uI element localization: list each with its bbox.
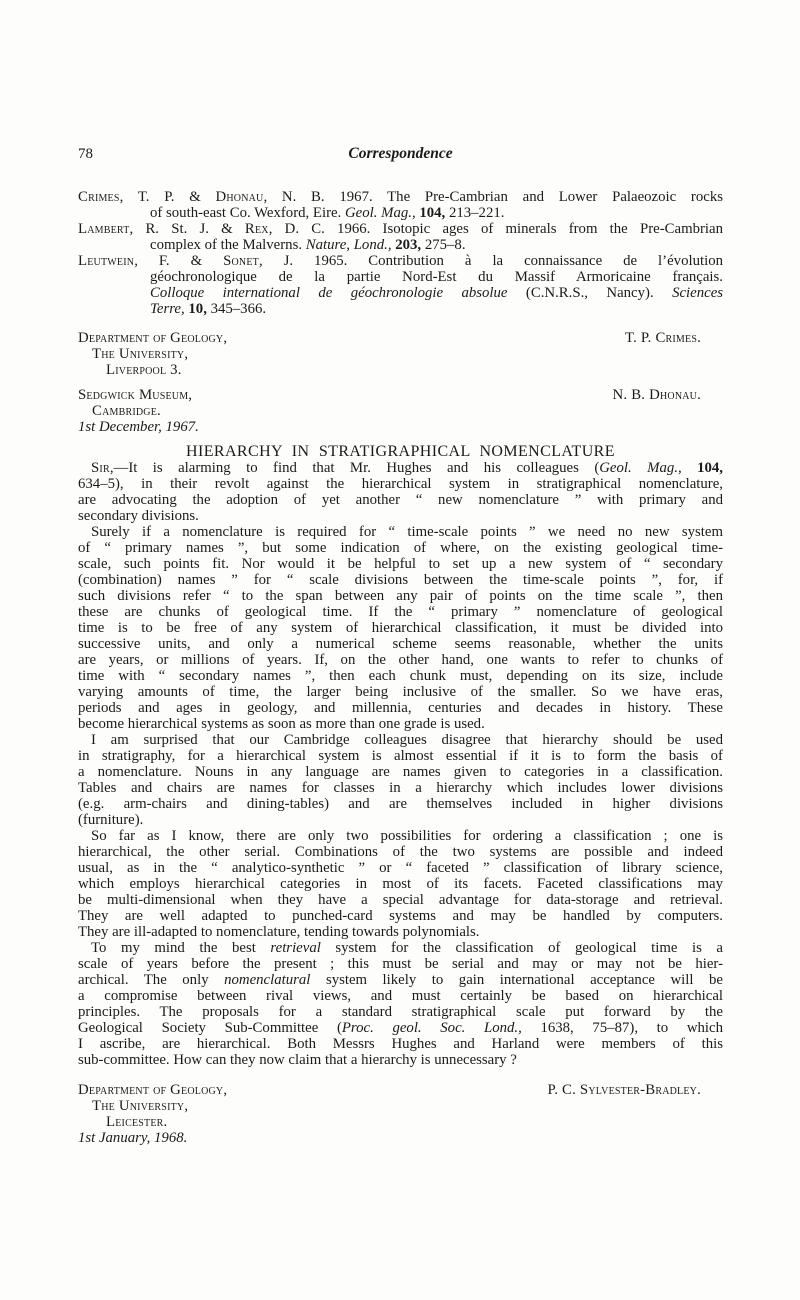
text-run: of “ primary names ”, but some indication of where, on the existing geological time- xyxy=(78,540,723,556)
letter-body xyxy=(78,460,723,1068)
text-line xyxy=(78,652,723,668)
text-run: Sedgwick Museum, xyxy=(78,387,193,403)
text-run: are years, or millions of years. If, on the other hand, one wants to refer to chunks of xyxy=(78,652,723,668)
text-run: , D. C. 1966. Isotopic ages of minerals from the Pre-Cambrian xyxy=(268,221,723,237)
text-run: The University, xyxy=(92,1098,189,1114)
text-run: Sir xyxy=(91,460,110,476)
text-run: 104, xyxy=(697,460,724,476)
text-run xyxy=(682,460,697,476)
text-run: (C.N.R.S., Nancy). xyxy=(507,285,673,301)
text-line xyxy=(78,924,723,940)
letter-body-block xyxy=(78,828,723,940)
text-run: , R. St. J. & xyxy=(129,221,245,237)
text-line xyxy=(78,892,723,908)
text-line xyxy=(78,237,723,253)
text-line xyxy=(78,764,723,780)
page-content xyxy=(78,146,723,1155)
text-run: , F. & xyxy=(134,253,224,269)
text-line xyxy=(78,205,723,221)
signoff-crimes xyxy=(78,330,723,378)
text-line xyxy=(78,908,723,924)
signoff-sylvester-bradley xyxy=(78,1082,723,1146)
letter-body-block xyxy=(78,524,723,732)
text-line xyxy=(78,668,723,684)
text-line xyxy=(78,684,723,700)
text-line xyxy=(78,796,723,812)
text-run: To my mind the best xyxy=(91,940,271,956)
running-title: Correspondence xyxy=(348,145,453,162)
text-line xyxy=(78,988,723,1004)
text-run: 213–221. xyxy=(445,205,505,221)
text-run: They are well adapted to punched-card systems and may be handled by computers. xyxy=(78,908,723,924)
text-line xyxy=(78,556,723,572)
text-line xyxy=(78,604,723,620)
text-run: Department of Geology, xyxy=(78,330,228,346)
text-line xyxy=(78,572,723,588)
text-run: principles. The proposals for a standard stratigraphical scale put forward by the xyxy=(78,1004,723,1020)
text-run: secondary divisions. xyxy=(78,508,199,524)
signature-name: N. B. Dhonau. xyxy=(612,387,701,403)
text-run: Dhonau xyxy=(215,189,264,205)
text-run: 1st December, 1967. xyxy=(78,419,199,435)
text-line xyxy=(78,716,723,732)
text-run: Leutwein xyxy=(78,253,135,269)
text-run: a nomenclature. Nouns in any language are names given to categories in a classification. xyxy=(78,764,723,780)
text-run: Lambert xyxy=(78,221,130,237)
text-line xyxy=(78,828,723,844)
text-run: system likely to gain international acceptance will be xyxy=(310,972,723,988)
text-line xyxy=(78,508,723,524)
text-run: Crimes xyxy=(78,189,120,205)
text-run: such divisions refer “ to the span between any pair of points on the time scale ”, then xyxy=(78,588,723,604)
text-line xyxy=(78,844,723,860)
text-line xyxy=(78,1004,723,1020)
text-line xyxy=(78,346,723,362)
letter-body-block xyxy=(78,460,723,524)
text-line xyxy=(78,301,723,317)
text-run: Leicester. xyxy=(106,1114,168,1130)
text-run: Proc. geol. Soc. Lond., xyxy=(341,1020,522,1036)
text-line xyxy=(78,1114,723,1130)
text-line xyxy=(78,732,723,748)
text-run: (combination) names ” for “ scale divisions between the time-scale points ”, for, if xyxy=(78,572,723,588)
text-line xyxy=(78,221,723,237)
text-run: (e.g. arm-chairs and dining-tables) and are themselves included in higher divisions xyxy=(78,796,723,812)
text-line xyxy=(78,588,723,604)
text-run: Liverpool 3. xyxy=(106,362,182,378)
text-run: , T. P. & xyxy=(119,189,216,205)
text-run: Terre, xyxy=(150,301,185,317)
text-run: , N. B. 1967. The Pre-Cambrian and Lower Palaeozoic rocks xyxy=(263,189,723,205)
text-run: So far as I know, there are only two possibilities for ordering a classification ; one is xyxy=(91,828,723,844)
text-line xyxy=(78,460,723,476)
text-line xyxy=(78,956,723,972)
letter-body-block xyxy=(78,940,723,1068)
text-run: a compromise between rival views, and must certainly be based on hierarchical xyxy=(78,988,723,1004)
text-run: Tables and chairs are names for classes in a hierarchy which includes lower divisions xyxy=(78,780,723,796)
text-run: be multi-dimensional when they have a special advantage for data-storage and retrieval. xyxy=(78,892,723,908)
text-run: in stratigraphy, for a hierarchical system is almost essential if it is to form the basis of xyxy=(78,748,723,764)
text-run: time with “ secondary names ”, then each chunk must, depending on its size, include xyxy=(78,668,723,684)
text-run: Cambridge. xyxy=(92,403,161,419)
text-run: (furniture). xyxy=(78,812,144,828)
text-run: Geol. Mag., xyxy=(599,460,682,476)
text-line xyxy=(78,1130,723,1146)
text-line xyxy=(78,492,723,508)
text-line xyxy=(78,700,723,716)
text-run: Geological Society Sub-Committee ( xyxy=(78,1020,342,1036)
text-run: Surely if a nomenclature is required for “ time-scale points ” we need no new system xyxy=(91,524,723,540)
text-run: these are chunks of geological time. If the “ primary ” nomenclature of geological xyxy=(78,604,723,620)
text-run: nomenclatural xyxy=(224,972,311,988)
text-line xyxy=(78,620,723,636)
text-run: of south-east Co. Wexford, Eire. xyxy=(150,205,345,221)
text-line xyxy=(78,419,723,435)
text-run: become hierarchical systems as soon as more than one grade is used. xyxy=(78,716,485,732)
text-line xyxy=(78,876,723,892)
text-run: The University, xyxy=(92,346,189,362)
text-run: 275–8. xyxy=(421,237,466,253)
letter-title: HIERARCHY IN STRATIGRAPHICAL NOMENCLATURE xyxy=(186,443,615,460)
text-line xyxy=(78,387,723,403)
text-run: 1638, 75–87), to which xyxy=(521,1020,723,1036)
letter-body-block xyxy=(78,732,723,828)
text-run: Sonet xyxy=(223,253,259,269)
text-run: Geol. Mag., xyxy=(344,205,416,221)
text-run: Colloque international de géochronologie absolue xyxy=(150,285,508,301)
text-line xyxy=(78,524,723,540)
text-run: Rex xyxy=(244,221,269,237)
text-run: time is to be free of any system of hierarchical classification, it must be divided into xyxy=(78,620,723,636)
text-run: 634–5), in their revolt against the hierarchical system in stratigraphical nomenclature, xyxy=(78,476,723,492)
text-line xyxy=(78,1082,723,1098)
reference-list-block xyxy=(78,221,723,253)
reference-list-block xyxy=(78,189,723,221)
text-line xyxy=(78,189,723,205)
reference-list xyxy=(78,189,723,317)
text-line xyxy=(78,1098,723,1114)
page-number: 78 xyxy=(78,146,93,162)
text-line xyxy=(78,1020,723,1036)
text-run: varying amounts of time, the larger being inclusive of the smaller. So we have eras, xyxy=(78,684,723,700)
reference-list-block xyxy=(78,253,723,317)
signoff-dhonau xyxy=(78,387,723,435)
signature-name: P. C. Sylvester-Bradley. xyxy=(547,1082,701,1098)
text-run: scale, such points fit. Nor would it be helpful to set up a new system of “ secondary xyxy=(78,556,723,572)
signature-name: T. P. Crimes. xyxy=(624,330,701,346)
text-run: I ascribe, are hierarchical. Both Messrs Hughes and Harland were members of this xyxy=(78,1036,723,1052)
text-line xyxy=(78,285,723,301)
text-run: 104, xyxy=(419,205,446,221)
text-run: usual, as in the “ analytico-synthetic ” or “ faceted ” classification of library science, xyxy=(78,860,723,876)
text-line xyxy=(78,330,723,346)
text-line xyxy=(78,253,723,269)
text-run: ,—It is alarming to find that Mr. Hughes and his colleagues ( xyxy=(109,460,600,476)
text-run: successive units, and only a numerical scheme seems reasonable, whether the units xyxy=(78,636,723,652)
text-line xyxy=(78,812,723,828)
text-run: 1st January, 1968. xyxy=(78,1130,188,1146)
text-run: complex of the Malverns. xyxy=(150,237,306,253)
text-run: 203, xyxy=(395,237,422,253)
text-line xyxy=(78,362,723,378)
text-run: , J. 1965. Contribution à la connaissance de l’évolution xyxy=(258,253,723,269)
text-line xyxy=(78,860,723,876)
text-run: Sciences xyxy=(672,285,724,301)
text-run: retrieval xyxy=(270,940,321,956)
text-line xyxy=(78,748,723,764)
text-run: I am surprised that our Cambridge colleagues disagree that hierarchy should be used xyxy=(91,732,723,748)
text-run: sub-committee. How can they now claim that a hierarchy is unnecessary ? xyxy=(78,1052,517,1068)
text-run: They are ill-adapted to nomenclature, tending towards polynomials. xyxy=(78,924,480,940)
text-run: periods and ages in geology, and millennia, centuries and decades in history. These xyxy=(78,700,723,716)
text-run: Department of Geology, xyxy=(78,1082,228,1098)
text-line xyxy=(78,1036,723,1052)
text-run: scale of years before the present ; this must be serial and may or may not be hier- xyxy=(78,956,723,972)
text-run: 10, xyxy=(188,301,207,317)
text-run: géochronologique de la partie Nord-Est du Massif Armoricaine français. xyxy=(150,269,723,285)
text-run: archical. The only xyxy=(78,972,225,988)
text-line xyxy=(78,403,723,419)
text-line xyxy=(78,636,723,652)
page-header xyxy=(78,146,723,162)
text-line xyxy=(78,940,723,956)
text-run: hierarchical, the other serial. Combinations of the two systems are possible and indeed xyxy=(78,844,723,860)
text-run: which employs hierarchical categories in most of its facets. Faceted classifications may xyxy=(78,876,723,892)
text-line xyxy=(78,1052,723,1068)
text-run: Nature, Lond., xyxy=(305,237,392,253)
text-line xyxy=(78,540,723,556)
text-line xyxy=(78,269,723,285)
text-run: are advocating the adoption of yet another “ new nomenclature ” with primary and xyxy=(78,492,723,508)
text-run: 345–366. xyxy=(206,301,267,317)
text-run: system for the classification of geological time is a xyxy=(320,940,723,956)
text-line xyxy=(78,780,723,796)
text-line xyxy=(78,476,723,492)
text-line xyxy=(78,972,723,988)
